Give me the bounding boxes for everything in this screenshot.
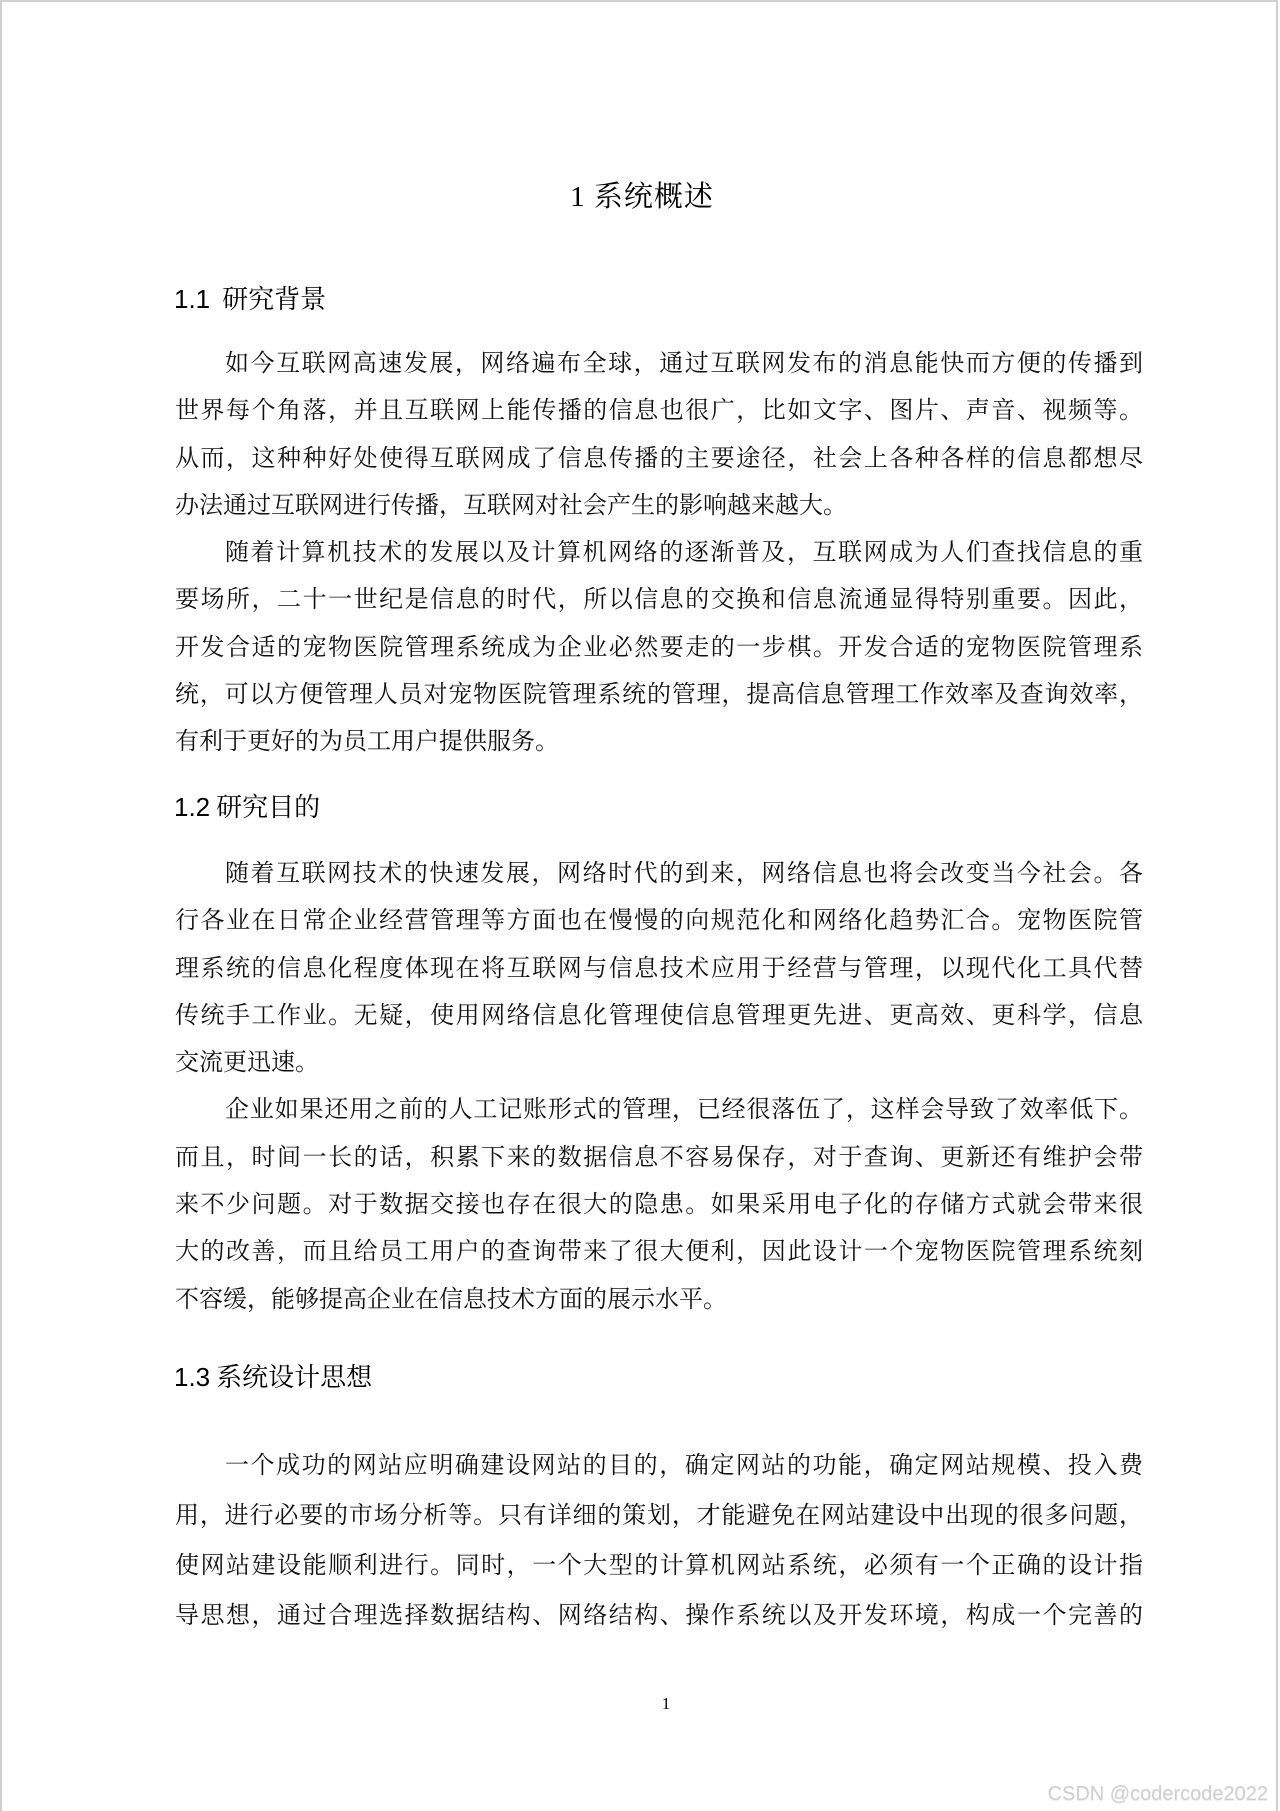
section-number: 1.2	[174, 792, 211, 822]
section-1-2-body	[175, 850, 1143, 1323]
text-line: 如今互联网高速发展，网络遍布全球，通过互联网发布的消息能快而方便的传播到	[225, 349, 1143, 377]
text-line: 随着互联网技术的快速发展，网络时代的到来，网络信息也将会改变当今社会。各	[225, 859, 1143, 887]
text-line: 从而，这种种好处使得互联网成了信息传播的主要途径，社会上各种各样的信息都想尽	[175, 443, 1143, 472]
text-line: 交流更迅速。	[175, 1048, 319, 1077]
text-line: 导思想，通过合理选择数据结构、网络结构、操作系统以及开发环境，构成一个完善的	[175, 1601, 1143, 1629]
text-line: 有利于更好的为员工用户提供服务。	[175, 727, 559, 756]
section-1-3-body	[175, 1440, 1143, 1640]
section-heading-1-2	[174, 790, 320, 824]
text-line: 用，进行必要的市场分析等。只有详细的策划，才能避免在网站建设中出现的很多问题，	[175, 1501, 1143, 1529]
text-line: 随着计算机技术的发展以及计算机网络的逐渐普及，互联网成为人们查找信息的重	[225, 538, 1143, 567]
paragraph	[175, 1440, 1143, 1640]
text-line: 使网站建设能顺利进行。同时，一个大型的计算机网站系统，必须有一个正确的设计指	[175, 1551, 1143, 1579]
text-line: 来不少问题。对于数据交接也存在很大的隐患。如果采用电子化的存储方式就会带来很	[175, 1190, 1143, 1219]
section-title: 系统设计思想	[216, 1362, 373, 1392]
text-line: 办法通过互联网进行传播，互联网对社会产生的影响越来越大。	[175, 490, 847, 519]
text-line: 开发合适的宠物医院管理系统成为企业必然要走的一步棋。开发合适的宠物医院管理系	[175, 632, 1143, 661]
text-line: 行各业在日常企业经营管理等方面也在慢慢的向规范化和网络化趋势汇合。宠物医院管	[175, 906, 1143, 935]
text-line: 传统手工作业。无疑，使用网络信息化管理使信息管理更先进、更高效、更科学，信息	[175, 1000, 1143, 1029]
section-1-1-body	[175, 340, 1143, 766]
section-number: 1.1	[174, 284, 211, 314]
text-line: 理系统的信息化程度体现在将互联网与信息技术应用于经营与管理，以现代化工具代替	[175, 953, 1143, 982]
section-number: 1.3	[174, 1362, 211, 1392]
page-number: 1	[661, 1694, 671, 1713]
text-line: 一个成功的网站应明确建设网站的目的，确定网站的功能，确定网站规模、投入费	[225, 1451, 1143, 1479]
text-line: 而且，时间一长的话，积累下来的数据信息不容易保存，对于查询、更新还有维护会带	[175, 1142, 1143, 1171]
text-line: 企业如果还用之前的人工记账形式的管理，已经很落伍了，这样会导致了效率低下。	[225, 1095, 1143, 1124]
paragraph	[175, 1086, 1143, 1322]
paragraph	[175, 850, 1143, 1086]
paragraph	[175, 529, 1143, 765]
section-heading-1-1	[174, 282, 326, 316]
paragraph	[175, 340, 1143, 529]
text-line: 不容缓，能够提高企业在信息技术方面的展示水平。	[175, 1284, 727, 1313]
text-line: 要场所，二十一世纪是信息的时代，所以信息的交换和信息流通显得特别重要。因此，	[175, 585, 1143, 614]
watermark: CSDN @codercode2022	[1047, 1783, 1268, 1805]
text-line: 大的改善，而且给员工用户的查询带来了很大便利，因此设计一个宠物医院管理系统刻	[175, 1237, 1143, 1266]
text-line: 统，可以方便管理人员对宠物医院管理系统的管理，提高信息管理工作效率及查询效率，	[175, 680, 1143, 709]
section-heading-1-3	[174, 1360, 372, 1394]
chapter-title: 1 系统概述	[570, 181, 714, 213]
text-line: 世界每个角落，并且互联网上能传播的信息也很广，比如文字、图片、声音、视频等。	[175, 396, 1143, 425]
section-title: 研究目的	[216, 792, 321, 822]
section-title: 研究背景	[222, 284, 327, 314]
